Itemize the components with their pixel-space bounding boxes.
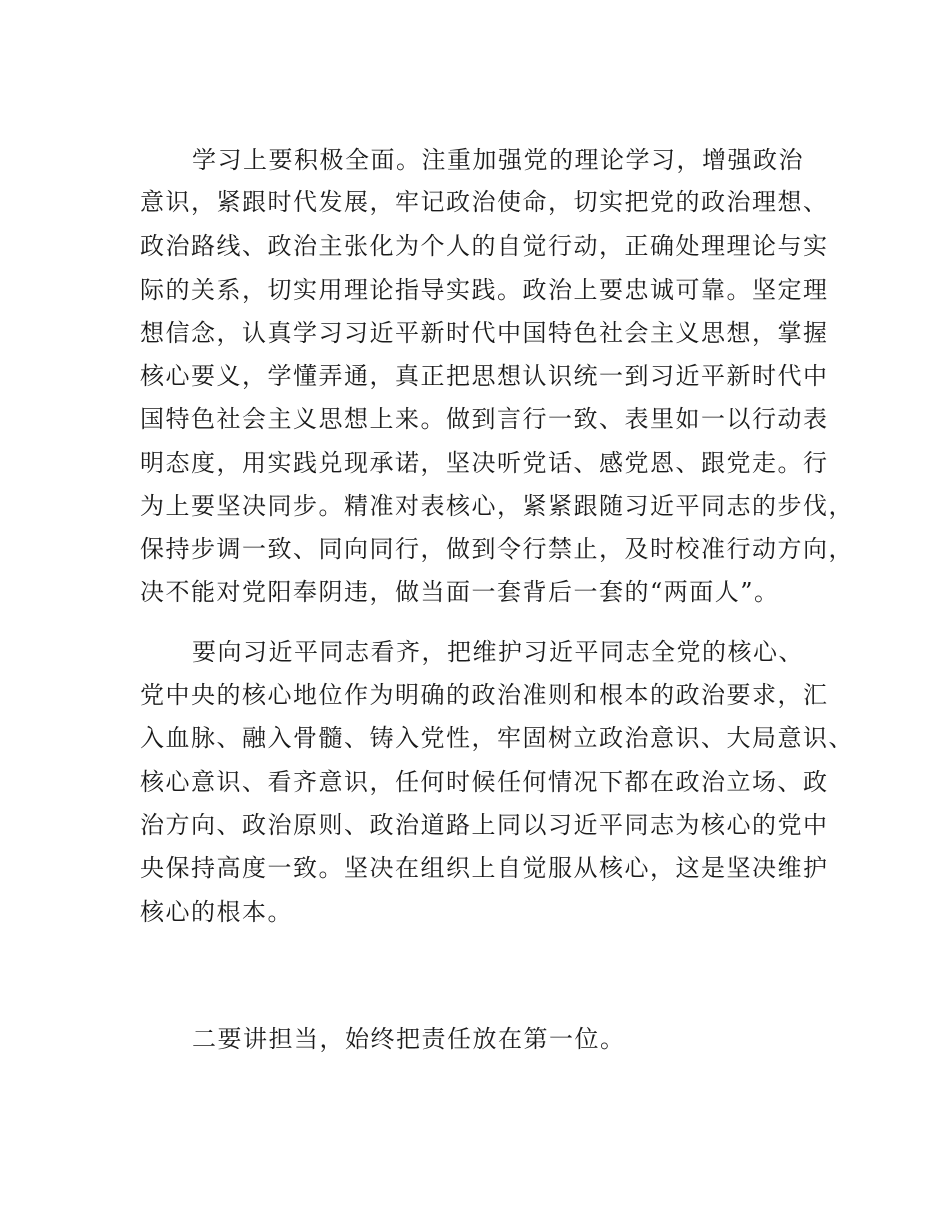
paragraph-2-line-5: 治方向、政治原则、政治道路上同以习近平同志为核心的党中 [140, 811, 829, 839]
paragraph-1-line-9: 为上要坚决同步。精准对表核心，紧紧跟随习近平同志的步伐， [140, 492, 854, 520]
paragraph-1-line-2: 意识，紧跟时代发展，牢记政治使命，切实把党的政治理想、 [140, 188, 829, 216]
paragraph-2-line-2: 党中央的核心地位作为明确的政治准则和根本的政治要求，汇 [140, 681, 829, 709]
paragraph-1-line-10: 保持步调一致、同向同行，做到令行禁止，及时校准行动方向， [140, 535, 854, 563]
paragraph-2-line-3: 入血脉、融入骨髓、铸入党性，牢固树立政治意识、大局意识、 [140, 724, 854, 752]
paragraph-2-line-7: 核心的根本。 [140, 898, 293, 926]
paragraph-2-line-1: 要向习近平同志看齐，把维护习近平同志全党的核心、 [192, 638, 804, 666]
paragraph-1-line-5: 想信念，认真学习习近平新时代中国特色社会主义思想，掌握 [140, 319, 829, 347]
paragraph-2-line-6: 央保持高度一致。坚决在组织上自觉服从核心，这是坚决维护 [140, 854, 829, 882]
section-heading-2: 二要讲担当，始终把责任放在第一位。 [192, 1025, 626, 1053]
paragraph-1-line-1: 学习上要积极全面。注重加强党的理论学习，增强政治 [192, 146, 804, 174]
paragraph-1-line-6: 核心要义，学懂弄通，真正把思想认识统一到习近平新时代中 [140, 362, 829, 390]
paragraph-1-line-8: 明态度，用实践兑现承诺，坚决听党话、感党恩、跟党走。行 [140, 449, 829, 477]
paragraph-1-line-7: 国特色社会主义思想上来。做到言行一致、表里如一以行动表 [140, 405, 829, 433]
paragraph-2-line-4: 核心意识、看齐意识，任何时候任何情况下都在政治立场、政 [140, 768, 829, 796]
paragraph-1-line-4: 际的关系，切实用理论指导实践。政治上要忠诚可靠。坚定理 [140, 276, 829, 304]
paragraph-1-line-11: 决不能对党阳奉阴违，做当面一套背后一套的“两面人”。 [140, 578, 780, 606]
paragraph-1-line-3: 政治路线、政治主张化为个人的自觉行动，正确处理理论与实 [140, 232, 829, 260]
